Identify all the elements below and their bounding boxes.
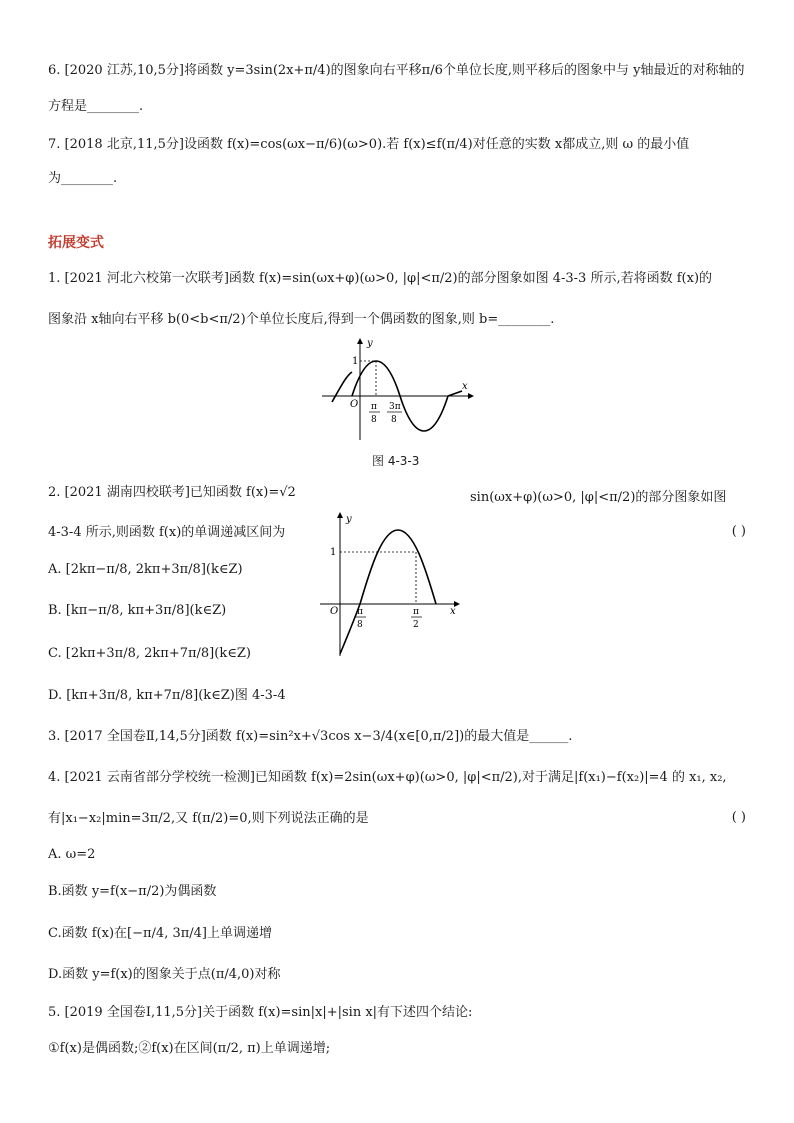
ext1-line-2: 图象沿 x轴向右平移 b(0<b<π/2)个单位长度后,得到一个偶函数的图象,则 b=________. bbox=[48, 312, 555, 327]
ext5-line-1: 5. [2019 全国卷Ⅰ,11,5分]关于函数 f(x)=sin|x|+|sin x|有下述四个结论: bbox=[48, 1005, 473, 1020]
figure-4-3-4 bbox=[318, 510, 464, 658]
fig1-y-tick: 1 bbox=[352, 356, 359, 367]
ext2-line-2: 4-3-4 所示,则函数 f(x)的单调递减区间为 bbox=[48, 525, 286, 540]
ext4-answer-paren: ( ) bbox=[731, 810, 746, 825]
ext4-option-a: A. ω=2 bbox=[48, 847, 96, 862]
ext4-option-b: B.函数 y=f(x−π/2)为偶函数 bbox=[48, 884, 217, 899]
svg-text:π: π bbox=[413, 607, 419, 617]
ext2-answer-paren: ( ) bbox=[731, 524, 746, 539]
problem-7-line-1: 7. [2018 北京,11,5分]设函数 f(x)=cos(ωx−π/6)(ω>0).若 f(x)≤f(π/4)对任意的实数 x都成立,则 ω 的最小值 bbox=[48, 137, 690, 152]
svg-text:3π: 3π bbox=[389, 402, 401, 412]
ext4-line-2: 有|x₁−x₂|min=3π/2,又 f(π/2)=0,则下列说法正确的是 bbox=[48, 811, 369, 826]
problem-6-line-1: 6. [2020 江苏,10,5分]将函数 y=3sin(2x+π/4)的图象向右平移π/6个单位长度,则平移后的图象中与 y轴最近的对称轴的 bbox=[48, 63, 745, 78]
fig2-origin: O bbox=[330, 606, 339, 617]
problem-6-line-2: 方程是________. bbox=[48, 99, 144, 114]
sine-curve-2 bbox=[340, 530, 436, 654]
ext4-option-c: C.函数 f(x)在[−π/4, 3π/4]上单调递增 bbox=[48, 926, 272, 941]
svg-text:π: π bbox=[371, 402, 377, 412]
svg-text:8: 8 bbox=[357, 620, 363, 630]
svg-text:2: 2 bbox=[413, 620, 419, 630]
ext3-line: 3. [2017 全国卷Ⅱ,14,5分]函数 f(x)=sin²x+√3cos x−3/4(x∈[0,π/2])的最大值是______. bbox=[48, 729, 573, 744]
ext1-line-1: 1. [2021 河北六校第一次联考]函数 f(x)=sin(ωx+φ)(ω>0, |φ|<π/2)的部分图象如图 4-3-3 所示,若将函数 f(x)的 bbox=[48, 271, 713, 286]
ext2-option-a: A. [2kπ−π/8, 2kπ+3π/8](k∈Z) bbox=[48, 562, 243, 577]
problem-7-line-2: 为________. bbox=[48, 171, 118, 186]
svg-text:8: 8 bbox=[391, 415, 397, 425]
ext2-option-b: B. [kπ−π/8, kπ+3π/8](k∈Z) bbox=[48, 603, 227, 618]
ext4-line-1: 4. [2021 云南省部分学校统一检测]已知函数 f(x)=2sin(ωx+φ)(ω>0, |φ|<π/2),对于满足|f(x₁)−f(x₂)|=4 的 x₁, x₂, bbox=[48, 770, 727, 785]
figure-4-3-3 bbox=[320, 336, 480, 442]
ext2-line-1-left: 2. [2021 湖南四校联考]已知函数 f(x)=√2 bbox=[48, 485, 296, 500]
svg-text:π: π bbox=[357, 607, 363, 617]
section-heading: 拓展变式 bbox=[48, 235, 104, 251]
ext2-line-1-right: sin(ωx+φ)(ω>0, |φ|<π/2)的部分图象如图 bbox=[470, 490, 727, 505]
svg-text:8: 8 bbox=[371, 415, 377, 425]
ext2-option-d: D. [kπ+3π/8, kπ+7π/8](k∈Z)图 4-3-4 bbox=[48, 688, 286, 703]
ext2-option-c: C. [2kπ+3π/8, 2kπ+7π/8](k∈Z) bbox=[48, 646, 251, 661]
figure-4-3-3-caption: 图 4-3-3 bbox=[372, 454, 420, 468]
fig2-y-tick: 1 bbox=[330, 547, 337, 558]
fig2-y-label: y bbox=[346, 514, 352, 525]
fig2-x-label: x bbox=[450, 606, 456, 617]
fig1-y-label: y bbox=[367, 338, 373, 349]
fig1-origin: O bbox=[350, 399, 359, 410]
ext4-option-d: D.函数 y=f(x)的图象关于点(π/4,0)对称 bbox=[48, 967, 281, 982]
ext5-line-2: ①f(x)是偶函数;②f(x)在区间(π/2, π)上单调递增; bbox=[48, 1041, 331, 1056]
fig1-x-label: x bbox=[462, 381, 468, 392]
